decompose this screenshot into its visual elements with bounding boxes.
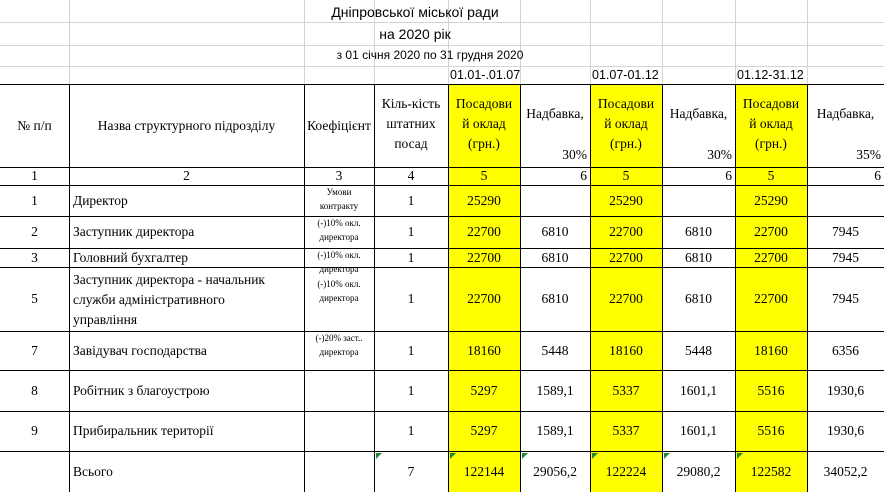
row-value-b2[interactable]: 5448: [685, 342, 712, 358]
row-name: Заступник директора - начальник: [73, 272, 265, 287]
row-value-s2[interactable]: 122224: [605, 463, 647, 479]
row-name: служби адміністративного: [73, 292, 225, 307]
row-coefficient: (-)10% окл.: [317, 279, 361, 289]
row-number: 8: [31, 382, 38, 398]
column-number: 4: [407, 168, 415, 183]
row-value-b3[interactable]: 34052,2: [823, 463, 868, 479]
row-value-s2[interactable]: 22700: [609, 224, 643, 239]
row-number: 9: [31, 423, 38, 438]
formula-indicator: [376, 453, 382, 459]
title-line-2: на 2020 рік: [379, 26, 451, 42]
row-value-s2[interactable]: 25290: [609, 192, 643, 208]
row-value-s1[interactable]: 5297: [470, 382, 498, 398]
row-value-s2[interactable]: 18160: [609, 342, 643, 358]
row-number: 2: [31, 224, 38, 239]
row-coefficient: контракту: [319, 201, 359, 211]
gridline-col: [69, 0, 70, 84]
row-name: Заступник директора: [73, 224, 195, 239]
period-label: з 01 січня 2020 по 31 грудня 2020: [336, 48, 524, 62]
column-header-salary: й оклад: [749, 116, 793, 131]
row-value-s1[interactable]: 22700: [467, 291, 501, 306]
row-coefficient: (-)20% заст..: [315, 333, 363, 343]
row-value-b3[interactable]: 1930,6: [826, 423, 865, 438]
row-coefficient: директора: [319, 232, 359, 242]
row-name: Головний бухгалтер: [73, 249, 188, 265]
formula-indicator: [450, 453, 456, 459]
row-name: управління: [73, 312, 138, 327]
row-name: Завідувач господарства: [73, 342, 207, 358]
row-value-b1[interactable]: 1589,1: [536, 423, 574, 438]
row-count[interactable]: 1: [407, 249, 415, 265]
column-number: 6: [580, 168, 587, 183]
column-header-no: № п/п: [17, 118, 52, 133]
column-number: 5: [767, 168, 775, 183]
column-number: 6: [725, 168, 732, 183]
row-name: Робітник з благоустрою: [73, 382, 210, 398]
column-number: 5: [480, 168, 488, 183]
row-value-b1[interactable]: 29056,2: [533, 463, 577, 479]
gridline-row: [0, 45, 884, 46]
column-header-count: Кіль-кість: [381, 96, 441, 111]
row-value-s3[interactable]: 18160: [754, 342, 788, 358]
row-coefficient: директора: [319, 347, 359, 357]
row-value-b1[interactable]: 6810: [541, 249, 569, 265]
gridline-col: [735, 0, 736, 84]
column-number: 3: [335, 168, 343, 183]
row-value-b2[interactable]: 29080,2: [676, 463, 721, 479]
row-value-b2[interactable]: 6810: [685, 224, 712, 239]
column-header-salary: Посадови: [455, 96, 513, 111]
row-value-s3[interactable]: 22700: [754, 249, 788, 265]
column-header-salary: Посадови: [742, 96, 800, 111]
row-value-s1[interactable]: 5297: [470, 423, 498, 438]
row-value-s3[interactable]: 22700: [754, 291, 788, 306]
row-count[interactable]: 1: [407, 291, 415, 306]
table-row-border: [0, 216, 884, 217]
table-row-border: [0, 370, 884, 371]
table-row-border: [0, 331, 884, 332]
title-line-1: Дніпровської міської ради: [331, 4, 499, 20]
column-header-bonus: Надбавка,: [816, 106, 875, 121]
row-value-b1[interactable]: 6810: [541, 291, 569, 306]
row-value-b3[interactable]: 6356: [832, 342, 859, 358]
column-header-salary: Посадови: [597, 96, 655, 111]
row-coefficient: (-)10% окл.: [317, 250, 361, 260]
column-header-coef: Коефіцієнт: [307, 118, 371, 133]
row-value-b1[interactable]: 6810: [541, 224, 569, 239]
table-row-border: [0, 267, 884, 268]
row-value-s1[interactable]: 25290: [467, 192, 501, 208]
row-value-b3[interactable]: 7945: [832, 291, 859, 306]
table-row-border: [0, 185, 884, 186]
column-header-salary: (грн.): [468, 136, 500, 151]
column-header-salary: й оклад: [604, 116, 648, 131]
row-value-s2[interactable]: 5337: [612, 382, 640, 398]
formula-indicator: [592, 453, 598, 459]
table-col-border: [69, 84, 70, 492]
row-value-s1[interactable]: 18160: [467, 342, 501, 358]
row-value-s3[interactable]: 5516: [757, 382, 785, 398]
row-value-b1[interactable]: 5448: [541, 342, 569, 358]
row-value-s3[interactable]: 25290: [754, 192, 788, 208]
row-value-b2[interactable]: 1601,1: [679, 382, 718, 398]
row-number: 3: [31, 249, 38, 265]
period-header-3: 01.12-31.12: [737, 68, 804, 82]
table-border-top: [0, 84, 884, 85]
row-value-s1[interactable]: 122144: [463, 463, 505, 479]
row-value-s2[interactable]: 5337: [612, 423, 640, 438]
column-header-name: Назва структурного підрозділу: [97, 118, 276, 133]
row-coefficient: директора: [319, 264, 359, 274]
column-number: 5: [622, 168, 630, 183]
column-header-bonus: Надбавка,: [669, 106, 728, 121]
row-count[interactable]: 1: [407, 224, 415, 239]
row-name: Всього: [73, 463, 113, 479]
column-header-salary: й оклад: [462, 116, 506, 131]
column-header-bonus-pct: 35%: [856, 147, 881, 162]
row-value-s1[interactable]: 22700: [467, 224, 501, 239]
row-value-s3[interactable]: 22700: [754, 224, 788, 239]
period-header-2: 01.07-01.12: [592, 68, 659, 82]
column-header-bonus-pct: 30%: [562, 147, 587, 162]
row-value-b3[interactable]: 1930,6: [826, 382, 865, 398]
row-value-s3[interactable]: 5516: [757, 423, 785, 438]
row-value-s2[interactable]: 22700: [609, 291, 643, 306]
row-number: 5: [31, 291, 38, 306]
column-header-salary: (грн.): [755, 136, 787, 151]
row-name: Директор: [73, 192, 128, 208]
row-value-s1[interactable]: 22700: [467, 249, 501, 265]
gridline-row: [0, 22, 884, 23]
row-value-b2[interactable]: 6810: [685, 249, 712, 265]
row-coefficient: директора: [319, 293, 359, 303]
row-count[interactable]: 1: [407, 423, 415, 438]
row-count[interactable]: 7: [407, 463, 415, 479]
period-header-1: 01.01-.01.07: [450, 68, 521, 82]
row-coefficient: Умови: [326, 187, 352, 197]
row-value-b1[interactable]: 1589,1: [536, 382, 574, 398]
gridline-col: [590, 0, 591, 84]
row-count[interactable]: 1: [407, 342, 415, 358]
row-name: Прибиральник території: [73, 423, 214, 438]
column-header-bonus-pct: 30%: [707, 147, 732, 162]
row-number: 7: [31, 342, 38, 358]
row-value-s2[interactable]: 22700: [609, 249, 643, 265]
column-header-count: штатних: [386, 116, 436, 131]
table-row-border: [0, 451, 884, 452]
table-row-border: [0, 411, 884, 412]
column-header-salary: (грн.): [610, 136, 642, 151]
row-value-b3[interactable]: 7945: [832, 224, 859, 239]
row-value-b2[interactable]: 1601,1: [679, 423, 718, 438]
column-header-count: посад: [394, 136, 428, 151]
row-coefficient: (-)10% окл.: [317, 218, 361, 228]
row-value-s3[interactable]: 122582: [750, 463, 792, 479]
row-count[interactable]: 1: [407, 382, 415, 398]
column-header-bonus: Надбавка,: [526, 106, 584, 121]
formula-indicator: [737, 453, 743, 459]
row-value-b2[interactable]: 6810: [685, 291, 712, 306]
column-number: 1: [31, 168, 38, 183]
formula-indicator: [522, 453, 528, 459]
column-number: 6: [874, 168, 881, 183]
row-number: 1: [31, 192, 38, 208]
row-count[interactable]: 1: [407, 192, 415, 208]
column-number: 2: [183, 168, 190, 183]
formula-indicator: [664, 453, 670, 459]
row-value-b3[interactable]: 7945: [832, 249, 859, 265]
